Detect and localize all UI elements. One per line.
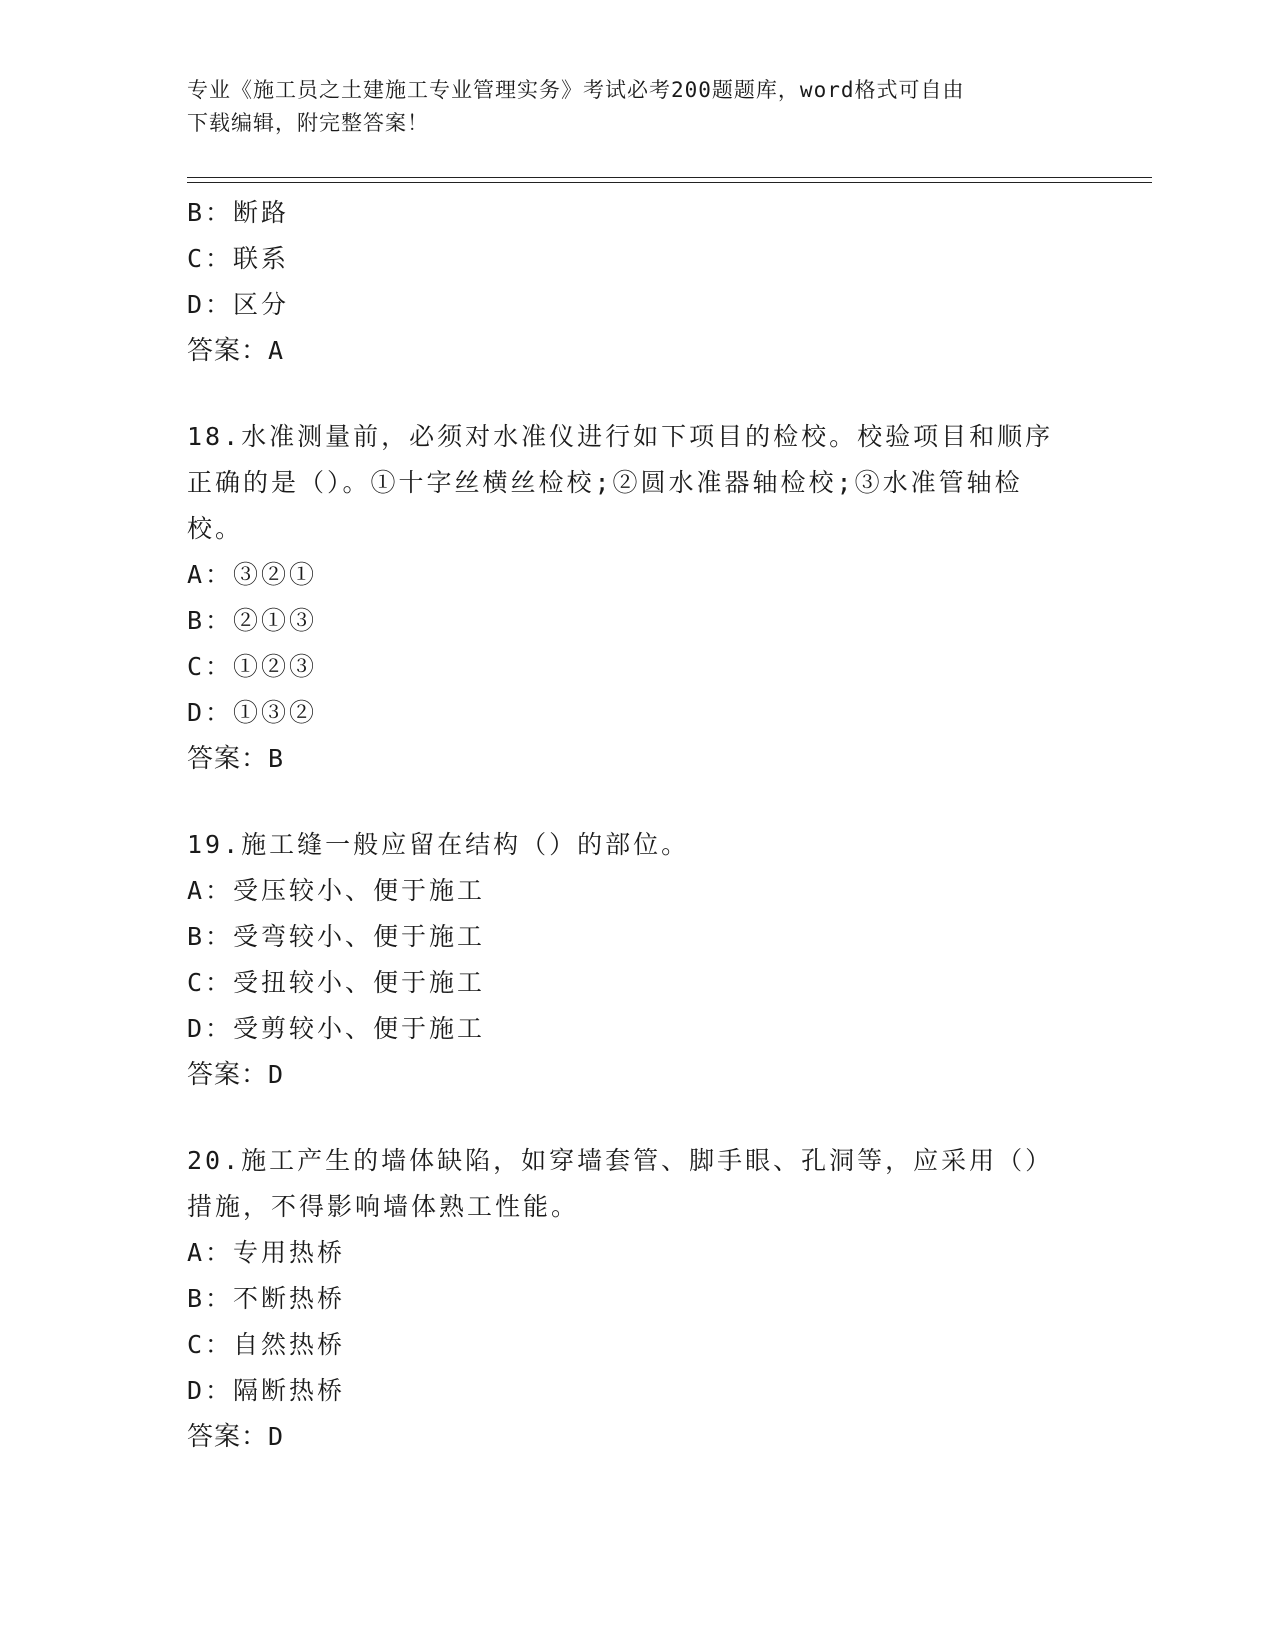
option-d: D：受剪较小、便于施工 [187, 1014, 486, 1043]
question-block [187, 822, 1087, 1098]
header-line-1: 专业《施工员之土建施工专业管理实务》考试必考200题题库，word格式可自由 [187, 78, 965, 102]
option-a: A：受压较小、便于施工 [187, 876, 486, 905]
answer-label: 答案： [187, 336, 269, 366]
question-line: 校。 [187, 514, 244, 543]
document-header [187, 74, 1087, 140]
option-b: B：受弯较小、便于施工 [187, 922, 486, 951]
answer-label: 答案： [187, 1422, 269, 1452]
answer-value: D [268, 1422, 285, 1451]
question-text [187, 822, 1087, 868]
question-line: 正确的是（）。①十字丝横丝检校;②圆水准器轴检校;③水准管轴检 [187, 468, 1023, 497]
answer-value: B [268, 744, 285, 773]
answer-value: A [268, 336, 285, 365]
spacer [187, 782, 1087, 822]
option-b: B：②①③ [187, 606, 318, 635]
answer-value: D [268, 1060, 285, 1089]
question-block [187, 190, 1087, 374]
answer-label: 答案： [187, 744, 269, 774]
option-b: B：断路 [187, 198, 290, 227]
question-line: 20.施工产生的墙体缺陷，如穿墙套管、脚手眼、孔洞等，应采用（） [187, 1146, 1054, 1175]
option-b: B：不断热桥 [187, 1284, 346, 1313]
question-text [187, 1138, 1087, 1230]
option-d: D：隔断热桥 [187, 1376, 346, 1405]
question-list [187, 190, 1087, 1460]
option-d: D：区分 [187, 290, 290, 319]
header-divider-top [187, 177, 1152, 178]
option-a: A：专用热桥 [187, 1238, 346, 1267]
question-line: 19.施工缝一般应留在结构（）的部位。 [187, 830, 690, 859]
answer-label: 答案： [187, 1060, 269, 1090]
header-divider-bottom [187, 182, 1152, 183]
question-block [187, 1138, 1087, 1460]
option-d: D：①③② [187, 698, 318, 727]
option-c: C：联系 [187, 244, 290, 273]
option-c: C：自然热桥 [187, 1330, 346, 1359]
question-line: 18.水准测量前，必须对水准仪进行如下项目的检校。校验项目和顺序 [187, 422, 1054, 451]
option-a: A：③②① [187, 560, 318, 589]
answer-line [187, 736, 1087, 782]
question-text [187, 414, 1087, 552]
answer-line [187, 328, 1087, 374]
spacer [187, 374, 1087, 414]
answer-line [187, 1414, 1087, 1460]
spacer [187, 1098, 1087, 1138]
answer-line [187, 1052, 1087, 1098]
question-line: 措施，不得影响墙体熟工性能。 [187, 1192, 580, 1221]
header-line-2: 下载编辑，附完整答案！ [187, 111, 429, 135]
option-c: C：受扭较小、便于施工 [187, 968, 486, 997]
option-c: C：①②③ [187, 652, 318, 681]
question-block [187, 414, 1087, 782]
